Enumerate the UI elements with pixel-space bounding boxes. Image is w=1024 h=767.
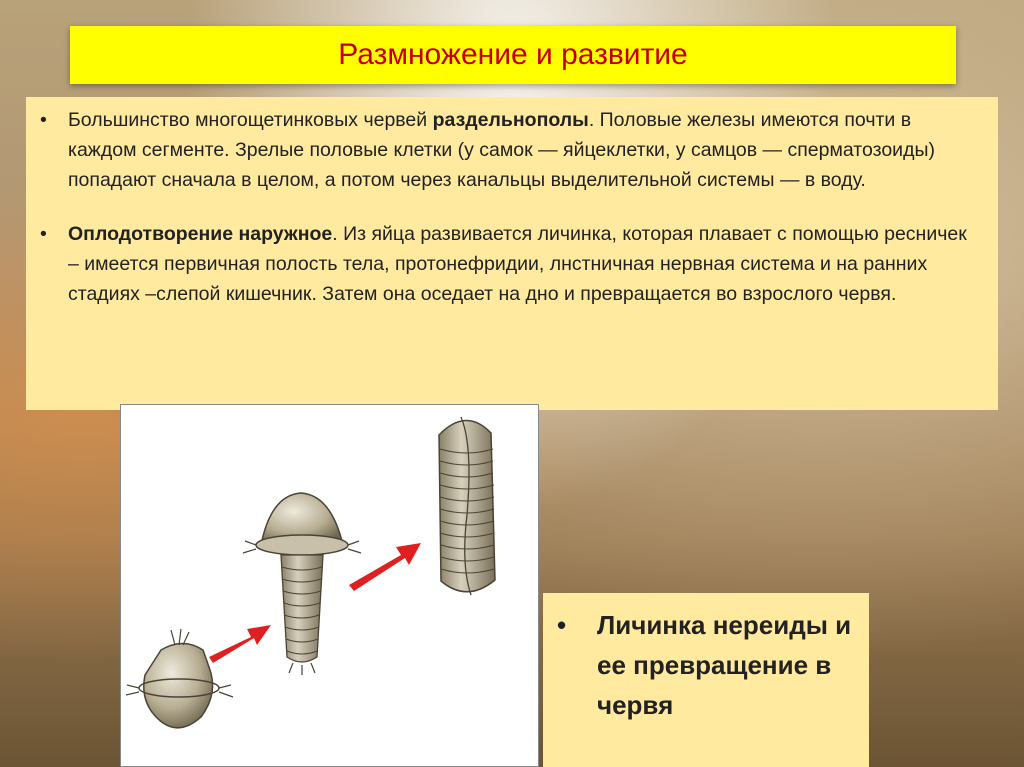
caption-item (557, 605, 853, 725)
text-panel (26, 97, 998, 410)
trochophore-larva (126, 629, 233, 728)
bullet-item (38, 105, 978, 195)
arrow-icon (349, 543, 421, 591)
metatrochophore-larva (243, 493, 361, 675)
bullet-text-end: . Из яйца развивается личинка, которая плавает с помощью ресничек – имеется первичная полость тела, протонефридии, лнстничная нервная система и на ранних стадиях –слепой кишечник. Затем она оседает на дно и превращается во взрослого червя. (68, 223, 967, 305)
larva-illustration (120, 404, 539, 767)
bullet-text-end: . Половые железы имеются почти в каждом сегменте. Зрелые половые клетки (у самок — яйцеклетки, у самцов — сперматозоиды) попадают сначала в целом, а потом через канальцы выделительной системы — в воду. (68, 109, 935, 191)
bullet-item (38, 219, 978, 309)
bullet-text-start: Большинство многощетинковых червей (68, 109, 433, 131)
arrow-icon (209, 625, 271, 663)
bullet-bold-term: Оплодотворение наружное (68, 223, 333, 245)
bullet-bold-term: раздельнополы (432, 109, 589, 131)
bullet-dot: • (557, 610, 567, 640)
bullet-dot: • (40, 109, 47, 131)
title-banner (70, 26, 956, 84)
slide-title: Размножение и развитие (338, 38, 688, 71)
bullet-dot: • (40, 223, 47, 245)
juvenile-worm (439, 417, 495, 595)
caption-text: Личинка нереиды и ее превращение в червя (597, 610, 852, 720)
larva-figure (121, 405, 539, 767)
caption-panel (543, 593, 869, 767)
